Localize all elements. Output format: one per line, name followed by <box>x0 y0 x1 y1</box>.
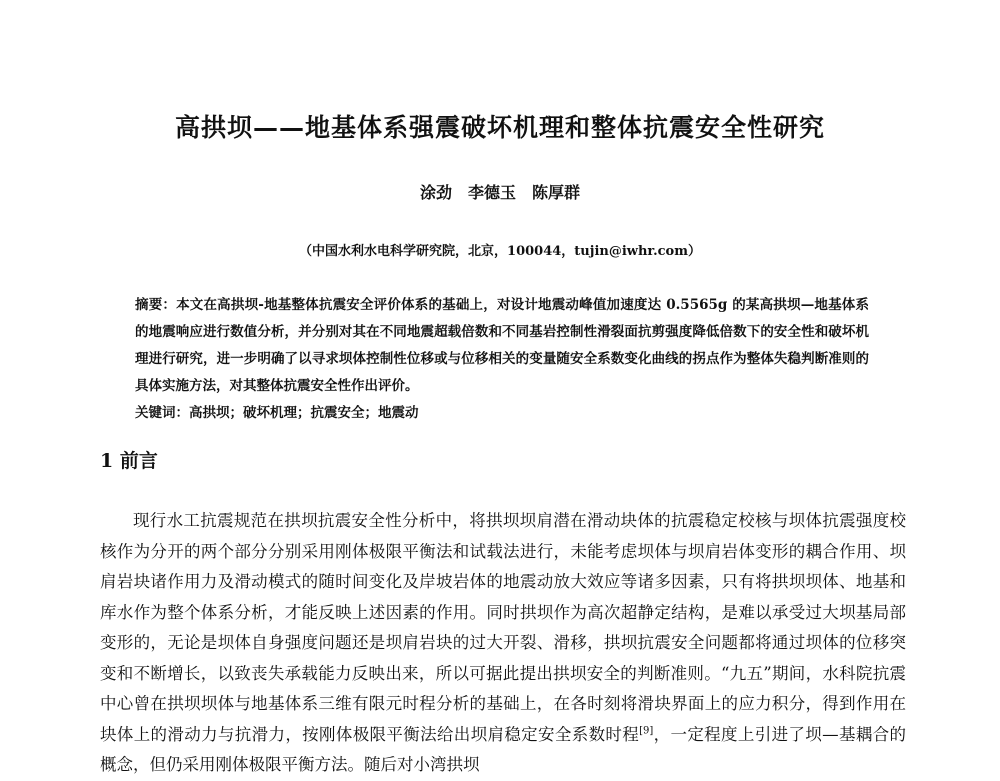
abstract-paragraph <box>135 292 869 400</box>
abstract-block <box>135 292 869 427</box>
section-1-body <box>100 506 906 781</box>
author-affiliation: （中国水利水电科学研究院，北京，100044，tujin@iwhr.com） <box>299 244 701 259</box>
keywords-text: 高拱坝；破坏机理；抗震安全；地震动 <box>189 405 419 421</box>
abstract-label: 摘要： <box>135 297 177 313</box>
abstract-text: 本文在高拱坝-地基整体抗震安全评价体系的基础上，对设计地震动峰值加速度达 0.5565g 的某高拱坝—地基体系的地震响应进行数值分析，并分别对其在不同地震超载倍数和不同基岩控制性滑裂面抗剪强度降低倍数下的安全性和破坏机理进行研究，进一步明确了以寻求坝体控制性位移或与位移相关的变量随安全系数变化曲线的拐点作为整体失稳判断准则的具体实施方法，对其整体抗震安全性作出评价。 <box>135 297 869 394</box>
section-heading-1: 1 前言 <box>100 450 158 472</box>
body-text-part-b: ，一定程度上引进了坝—基耦合的概念，但仍采用刚体极限平衡方法。随后对小湾拱坝 <box>100 724 907 774</box>
keywords-line <box>135 400 869 427</box>
citation-ref[interactable]: [9] <box>639 725 654 736</box>
paper-title: 高拱坝——地基体系强震破坏机理和整体抗震安全性研究 <box>174 113 825 142</box>
body-paragraph <box>100 506 906 781</box>
keywords-label: 关键词： <box>135 405 189 421</box>
body-text-part-a: 现行水工抗震规范在拱坝抗震安全性分析中，将拱坝坝肩潜在滑动块体的抗震稳定校核与坝体抗震强度校核作为分开的两个部分分别采用刚体极限平衡法和试载法进行，未能考虑坝体与坝肩岩体变形的耦合作用、坝肩岩块诸作用力及滑动模式的随时间变化及岸坡岩体的地震动放大效应等诸多因素，只有将拱坝坝体、地基和库水作为整个体系分析，才能反映上述因素的作用。同时拱坝作为高次超静定结构，是难以承受过大坝基局部变形的，无论是坝体自身强度问题还是坝肩岩块的过大开裂、滑移，拱坝抗震安全问题都将通过坝体的位移突变和不断增长，以致丧失承载能力反映出来，所以可据此提出拱坝安全的判断准则。“九五”期间，水科院抗震中心曾在拱坝坝体与地基体系三维有限元时程分析的基础上，在各时刻将滑块界面上的应力积分，得到作用在块体上的滑动力与抗滑力，按刚体极限平衡法给出坝肩稳定安全系数时程 <box>100 511 906 744</box>
author-list: 涂劲 李德玉 陈厚群 <box>419 183 580 202</box>
